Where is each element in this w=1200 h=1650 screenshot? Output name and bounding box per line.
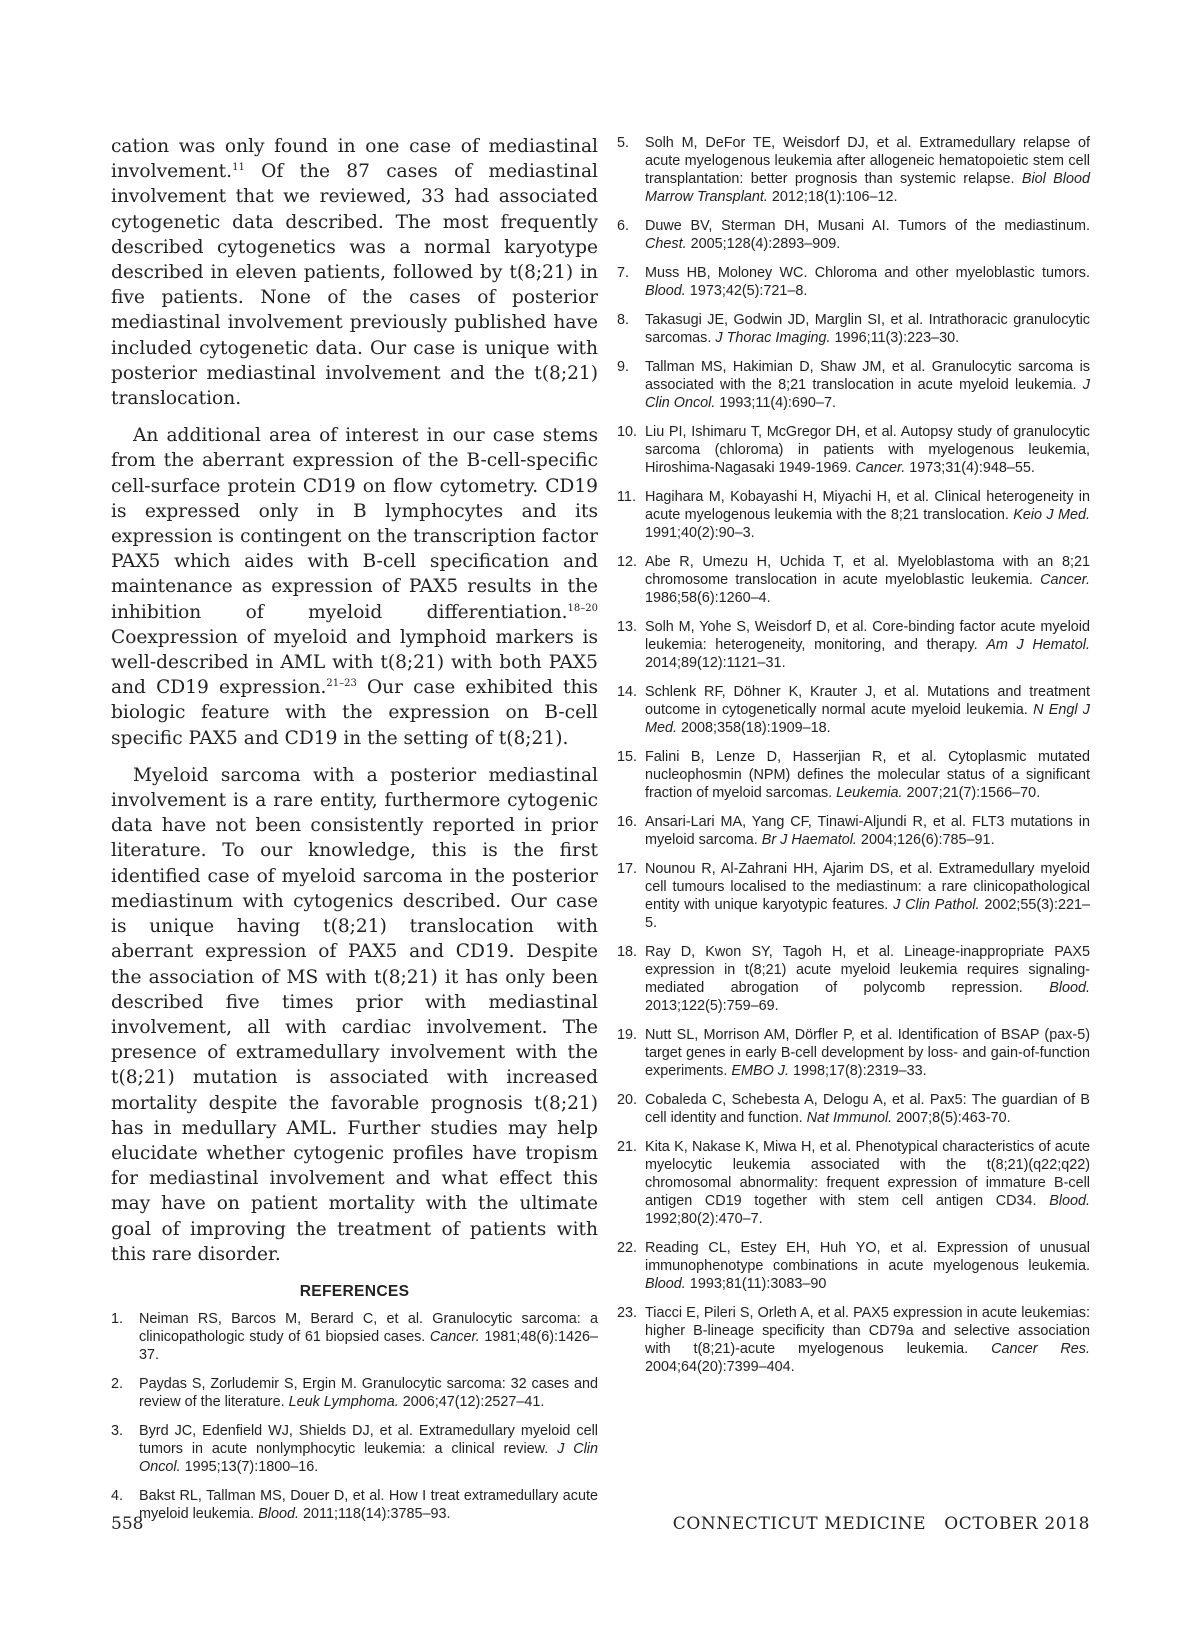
reference-journal: Cancer.	[1040, 572, 1090, 588]
reference-text: Nutt SL, Morrison AM, Dörfler P, et al. Identification of BSAP (pax-5) target genes in early B-cell development by loss- and gain-of-function experiments.	[645, 1027, 1090, 1079]
reference-citation: 2008;358(18):1909–18.	[677, 720, 831, 736]
reference-journal: Blood.	[645, 1276, 686, 1292]
body-paragraph: cation was only found in one case of mediastinal involvement.$^{11}$ Of the 87 cases of mediastinal involvement that we reviewed, 33 had associated cytogenetic data described. The most frequently described cytogenetics was a normal karyotype described in eleven patients, followed by t(8;21) in five patients. None of the cases of posterior mediastinal involvement previously published have included cytogenetic data. Our case is unique with posterior mediastinal involvement and the t(8;21) translocation.	[111, 136, 598, 410]
reference-citation: 2006;47(12):2527–41.	[398, 1394, 545, 1411]
reference-journal: Nat Immunol.	[806, 1110, 893, 1126]
reference-text: Duwe BV, Sterman DH, Musani AI. Tumors of the mediastinum.	[645, 218, 1090, 234]
reference-citation: 1993;81(11):3083–90	[685, 1276, 827, 1292]
reference-text: Paydas S, Zorludemir S, Ergin M. Granulocytic sarcoma: 32 cases and review of the literature.	[139, 1376, 598, 1411]
reference-item	[111, 1310, 598, 1364]
reference-text: Nounou R, Al-Zahrani HH, Ajarim DS, et al. Extramedullary myeloid cell tumours localised to the mediastinum: a rare clinicopathological entity with unique karyotypic features.	[645, 861, 1090, 913]
reference-citation: 2004;64(20):7399–404.	[645, 1359, 795, 1375]
reference-journal: Blood.	[645, 283, 686, 299]
reference-text: Byrd JC, Edenfield WJ, Shields DJ, et al. Extramedullary myeloid cell tumors in acute nonlymphocytic leukemia: a clinical review.	[139, 1423, 598, 1458]
reference-citation: 2002;55(3):221–5.	[645, 897, 1090, 931]
reference-number: 23.	[617, 1305, 638, 1321]
reference-citation: 1981;48(6):1426–37.	[139, 1329, 599, 1364]
reference-journal: Blood.	[1049, 980, 1090, 996]
reference-text: Bakst RL, Tallman MS, Douer D, et al. How I treat extramedullary acute myeloid leukemia.	[139, 1488, 598, 1523]
reference-item	[617, 813, 1090, 849]
reference-item	[617, 488, 1090, 542]
reference-journal: Am J Hematol.	[986, 637, 1090, 653]
reference-item	[617, 311, 1090, 347]
reference-citation: 1991;40(2):90–3.	[645, 525, 755, 541]
reference-text: Tallman MS, Hakimian D, Shaw JM, et al. Granulocytic sarcoma is associated with the 8;21 translocation in acute myeloid leukemia.	[645, 359, 1090, 393]
citation: 18–20	[567, 602, 598, 614]
reference-citation: 2014;89(12):1121–31.	[645, 655, 786, 671]
reference-journal: Blood.	[258, 1506, 299, 1523]
reference-text: Cobaleda C, Schebesta A, Delogu A, et al. Pax5: The guardian of B cell identity and function.	[645, 1092, 1090, 1126]
reference-journal: Cancer.	[429, 1329, 480, 1346]
reference-citation: 1993;11(4):690–7.	[715, 395, 836, 411]
reference-number: 13.	[617, 619, 638, 635]
reference-item	[617, 1091, 1090, 1127]
reference-number: 10.	[617, 424, 638, 440]
reference-text: Takasugi JE, Godwin JD, Marglin SI, et al. Intrathoracic granulocytic sarcomas.	[645, 312, 1090, 346]
reference-citation: 2007;8(5):463-70.	[892, 1110, 1011, 1126]
reference-item	[617, 860, 1090, 932]
reference-journal: Cancer Res.	[991, 1341, 1091, 1357]
reference-item	[617, 748, 1090, 802]
reference-number: 20.	[617, 1092, 638, 1108]
reference-citation: 1973;42(5):721–8.	[685, 283, 808, 299]
reference-journal: J Clin Oncol.	[645, 377, 1090, 411]
reference-item	[617, 1026, 1090, 1080]
reference-journal: Keio J Med.	[1013, 507, 1090, 523]
reference-journal: EMBO J.	[731, 1063, 789, 1079]
reference-item	[617, 943, 1090, 1015]
reference-journal: J Clin Oncol.	[139, 1441, 599, 1476]
reference-journal: Leukemia.	[836, 785, 903, 801]
reference-citation: 1986;58(6):1260–4.	[645, 590, 771, 606]
right-column	[617, 134, 1090, 1387]
reference-item	[617, 683, 1090, 737]
reference-number: 1.	[111, 1311, 124, 1328]
reference-text: Schlenk RF, Döhner K, Krauter J, et al. Mutations and treatment outcome in cytogenetically normal acute myeloid leukemia.	[645, 684, 1090, 718]
reference-number: 2.	[111, 1376, 124, 1393]
reference-number: 3.	[111, 1423, 124, 1440]
reference-item	[617, 1239, 1090, 1293]
reference-item	[617, 358, 1090, 412]
reference-number: 17.	[617, 861, 638, 877]
reference-item	[617, 553, 1090, 607]
reference-item	[617, 1138, 1090, 1228]
reference-citation: 2007;21(7):1566–70.	[902, 785, 1041, 801]
reference-journal: Leuk Lymphoma.	[288, 1394, 399, 1411]
reference-list-left	[111, 1310, 598, 1523]
reference-number: 21.	[617, 1139, 638, 1155]
reference-citation: 1998;17(8):2319–33.	[788, 1063, 927, 1079]
reference-item	[617, 423, 1090, 477]
reference-number: 7.	[617, 265, 630, 281]
reference-journal: Blood.	[1049, 1193, 1090, 1209]
reference-number: 19.	[617, 1027, 638, 1043]
references-heading: REFERENCES	[299, 1282, 410, 1300]
reference-item	[617, 618, 1090, 672]
reference-item	[617, 134, 1090, 206]
reference-number: 8.	[617, 312, 630, 328]
body-paragraph: Myeloid sarcoma with a posterior mediastinal involvement is a rare entity, furthermore cytogenic data have not been consistently reported in prior literature. To our knowledge, this is the first identified case of myeloid sarcoma in the posterior mediastinum with cytogenics described. Our case is unique having t(8;21) translocation with aberrant expression of PAX5 and CD19. Despite the association of MS with t(8;21) it has only been described five times prior with mediastinal involvement, all with cardiac involvement. The presence of extramedullary involvement with the t(8;21) mutation is associated with increased mortality despite the favorable prognosis t(8;21) has in medullary AML. Further studies may help elucidate whether cytogenic profiles have tropism for mediastinal involvement and what effect this may have on patient mortality with the ultimate goal of improving the treatment of patients with this rare disorder.	[111, 764, 598, 1265]
reference-citation: 1995;13(7):1800–16.	[180, 1459, 319, 1476]
reference-text: Solh M, DeFor TE, Weisdorf DJ, et al. Extramedullary relapse of acute myelogenous leukemia after allogeneic hematopoietic stem cell transplantation: better prognosis than systemic relapse.	[645, 135, 1090, 187]
reference-item	[111, 1375, 598, 1411]
reference-citation: 2004;126(6):785–91.	[856, 832, 995, 848]
left-column	[111, 134, 598, 1534]
reference-journal: Cancer.	[855, 460, 906, 476]
reference-number: 4.	[111, 1488, 124, 1505]
reference-text: Abe R, Umezu H, Uchida T, et al. Myeloblastoma with an 8;21 chromosome translocation in acute myeloblastic leukemia.	[645, 554, 1090, 588]
reference-list-right	[617, 134, 1090, 1376]
reference-journal: J Thorac Imaging.	[715, 330, 831, 346]
body-paragraph: An additional area of interest in our case stems from the aberrant expression of the B-cell-specific cell-surface protein CD19 on flow cytometry. CD19 is expressed only in B lymphocytes and its expression is contingent on the transcription factor PAX5 which aides with B-cell specification and maintenance as expression of PAX5 results in the inhibition of myeloid differentiation.$^{18-20}$ Coexpression of myeloid and lymphoid markers is well-described in AML with t(8;21) with both PAX5 and CD19 expression.$^{21-23}$ Our case exhibited this biologic feature with the expression on B-cell specific PAX5 and CD19 in the setting of t(8;21).	[111, 425, 598, 749]
citation: 21–23	[326, 678, 357, 690]
reference-citation: 2013;122(5):759–69.	[645, 998, 779, 1014]
reference-number: 18.	[617, 944, 638, 960]
reference-text: Neiman RS, Barcos M, Berard C, et al. Granulocytic sarcoma: a clinicopathologic study of 61 biopsied cases.	[139, 1311, 598, 1346]
reference-item	[617, 264, 1090, 300]
reference-text: Reading CL, Estey EH, Huh YO, et al. Expression of unusual immunophenotype combinations in acute myelogenous leukemia.	[645, 1240, 1090, 1274]
reference-text: Liu PI, Ishimaru T, McGregor DH, et al. Autopsy study of granulocytic sarcoma (chloroma) in patients with myelogenous leukemia, Hiroshima-Nagasaki 1949-1969.	[645, 424, 1090, 476]
citation: 11	[232, 162, 245, 174]
reference-citation: 2005;128(4):2893–909.	[686, 236, 841, 252]
reference-citation: 1992;80(2):470–7.	[645, 1211, 763, 1227]
reference-number: 15.	[617, 749, 638, 765]
page-number: 558	[111, 1514, 144, 1534]
reference-item	[111, 1422, 598, 1476]
reference-number: 6.	[617, 218, 630, 234]
reference-text: Falini B, Lenze D, Hasserjian R, et al. Cytoplasmic mutated nucleophosmin (NPM) defines the molecular status of a significant fraction of myeloid sarcomas.	[645, 749, 1090, 801]
reference-item	[617, 1304, 1090, 1376]
reference-citation: 1996;11(3):223–30.	[830, 330, 960, 346]
reference-item	[617, 217, 1090, 253]
reference-citation: 2011;118(14):3785–93.	[299, 1506, 451, 1523]
reference-journal: Br J Haematol.	[761, 832, 857, 848]
reference-text: Ansari-Lari MA, Yang CF, Tinawi-Aljundi R, et al. FLT3 mutations in myeloid sarcoma.	[645, 814, 1090, 848]
reference-text: Hagihara M, Kobayashi H, Miyachi H, et al. Clinical heterogeneity in acute myelogenous leukemia with the 8;21 translocation.	[645, 489, 1090, 523]
reference-citation: 1973;31(4):948–55.	[905, 460, 1035, 476]
reference-text: Kita K, Nakase K, Miwa H, et al. Phenotypical characteristics of acute myelocytic leukemia associated with the t(8;21)(q22;q22) chromosomal abnormality: frequent expression of immature B-cell antigen CD19 together with stem cell antigen CD34.	[645, 1139, 1090, 1209]
reference-number: 12.	[617, 554, 638, 570]
reference-number: 9.	[617, 359, 630, 375]
reference-number: 11.	[617, 489, 636, 505]
reference-text: Tiacci E, Pileri S, Orleth A, et al. PAX5 expression in acute leukemias: higher B-lineage specificity than CD79a and selective association with t(8;21)-acute myelogenous leukemia.	[645, 1305, 1090, 1357]
reference-number: 22.	[617, 1240, 638, 1256]
reference-citation: 2012;18(1):106–12.	[767, 189, 898, 205]
reference-journal: Chest.	[645, 236, 687, 252]
reference-number: 14.	[617, 684, 638, 700]
reference-number: 5.	[617, 135, 630, 151]
reference-item	[111, 1487, 598, 1523]
reference-text: Ray D, Kwon SY, Tagoh H, et al. Lineage-inappropriate PAX5 expression in t(8;21) acute myeloid leukemia requires signaling-mediated abrogation of polycomb repression.	[645, 944, 1090, 996]
reference-number: 16.	[617, 814, 638, 830]
reference-journal: J Clin Pathol.	[893, 897, 980, 913]
reference-text: Solh M, Yohe S, Weisdorf D, et al. Core-binding factor acute myeloid leukemia: heterogeneity, monitoring, and therapy.	[645, 619, 1090, 653]
reference-journal: Biol Blood Marrow Transplant.	[645, 171, 1090, 205]
reference-journal: N Engl J Med.	[645, 702, 1090, 736]
reference-text: Muss HB, Moloney WC. Chloroma and other myeloblastic tumors.	[645, 265, 1090, 281]
journal-footer: CONNECTICUT MEDICINE OCTOBER 2018	[672, 1514, 1090, 1534]
